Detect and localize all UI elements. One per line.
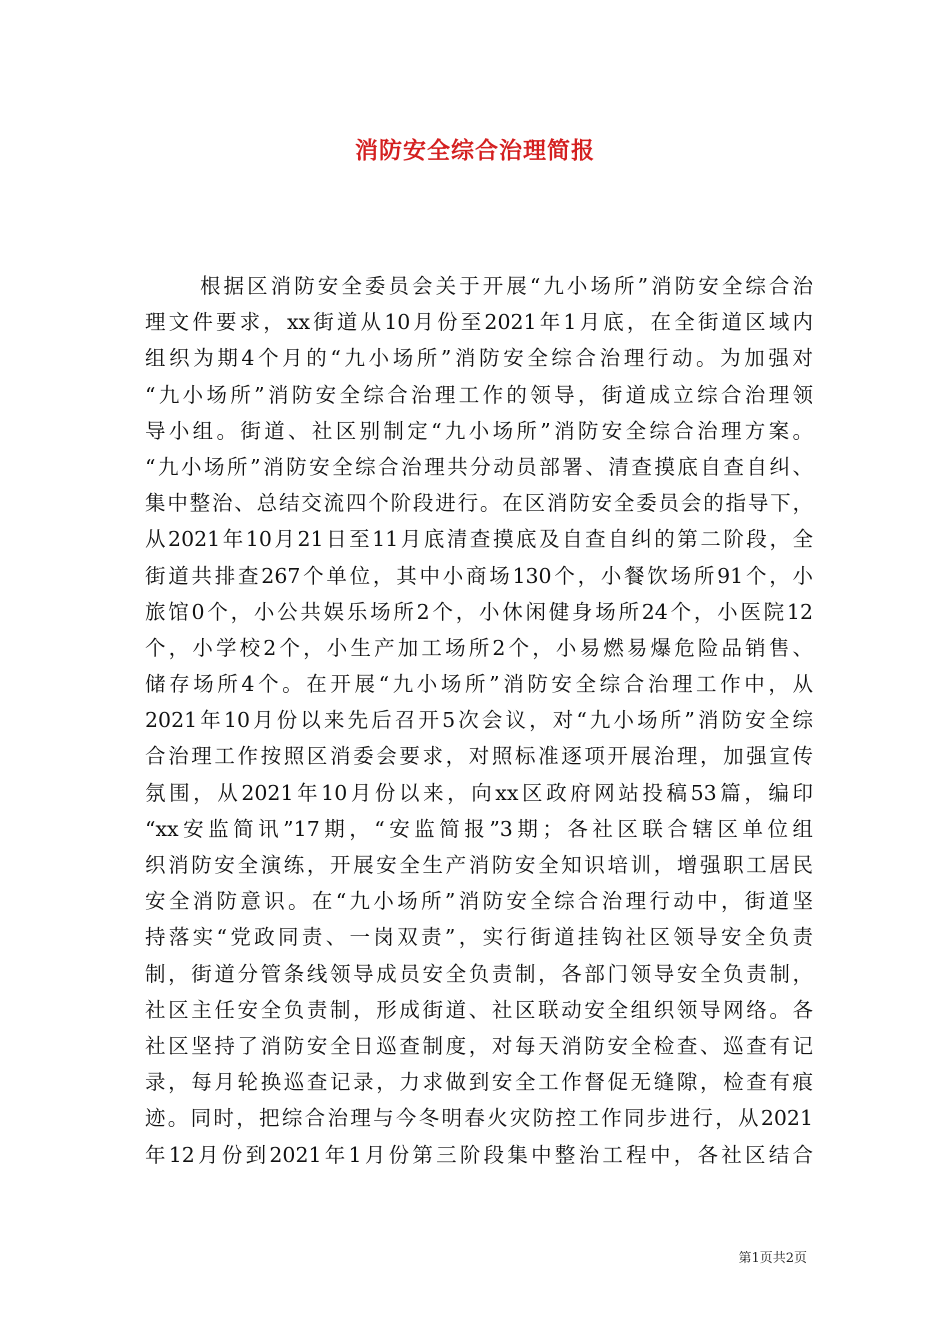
body-line: 录，每月轮换巡查记录，力求做到安全工作督促无缝隙，检查有痕 [145, 1070, 813, 1095]
body-line: 2021年10月份以来先后召开5次会议，对“九小场所”消防安全综 [145, 708, 813, 733]
body-line: 持落实“党政同责、一岗双责”，实行街道挂钩社区领导安全负责 [145, 925, 813, 950]
body-line: 导小组。街道、社区别制定“九小场所”消防安全综合治理方案。 [145, 418, 813, 443]
body-line: 储存场所4个。在开展“九小场所”消防安全综合治理工作中，从 [145, 672, 813, 697]
body-line: 社区主任安全负责制，形成街道、社区联动安全组织领导网络。各 [145, 997, 813, 1022]
body-line: 从2021年10月21日至11月底清查摸底及自查自纠的第二阶段，全 [145, 527, 813, 552]
body-line: 合治理工作按照区消委会要求，对照标准逐项开展治理，加强宣传 [145, 744, 813, 769]
page-number: 第1页共2页 [738, 1251, 807, 1266]
body-line: 安全消防意识。在“九小场所”消防安全综合治理行动中，街道坚 [145, 889, 813, 914]
body-line: 集中整治、总结交流四个阶段进行。在区消防安全委员会的指导下， [145, 491, 813, 516]
body-line: 根据区消防安全委员会关于开展“九小场所”消防安全综合治 [200, 274, 813, 298]
document-body [145, 268, 813, 1173]
body-line: 旅馆0个，小公共娱乐场所2个，小休闲健身场所24个，小医院12 [145, 599, 813, 624]
body-line: “九小场所”消防安全综合治理共分动员部署、清查摸底自查自纠、 [145, 454, 813, 479]
body-line: 个，小学校2个，小生产加工场所2个，小易燃易爆危险品销售、 [145, 635, 813, 660]
body-line: 制，街道分管条线领导成员安全负责制，各部门领导安全负责制， [145, 961, 813, 986]
body-line: 社区坚持了消防安全日巡查制度，对每天消防安全检查、巡查有记 [145, 1033, 813, 1058]
body-line: “九小场所”消防安全综合治理工作的领导，街道成立综合治理领 [145, 382, 813, 407]
body-line: 组织为期4个月的“九小场所”消防安全综合治理行动。为加强对 [145, 346, 813, 371]
document-title: 消防安全综合治理简报 [355, 137, 595, 164]
body-line: 氛围，从2021年10月份以来，向xx区政府网站投稿53篇，编印 [145, 780, 813, 805]
body-line: 迹。同时，把综合治理与今冬明春火灾防控工作同步进行，从2021 [145, 1106, 813, 1131]
body-line: 理文件要求，xx街道从10月份至2021年1月底，在全街道区域内 [145, 310, 813, 335]
body-line: “xx安监简讯”17期，“安监简报”3期；各社区联合辖区单位组 [145, 816, 813, 841]
body-line: 年12月份到2021年1月份第三阶段集中整治工程中，各社区结合 [145, 1142, 813, 1167]
body-line: 织消防安全演练，开展安全生产消防安全知识培训，增强职工居民 [145, 853, 813, 877]
body-line: 街道共排查267个单位，其中小商场130个，小餐饮场所91个，小 [145, 563, 813, 588]
